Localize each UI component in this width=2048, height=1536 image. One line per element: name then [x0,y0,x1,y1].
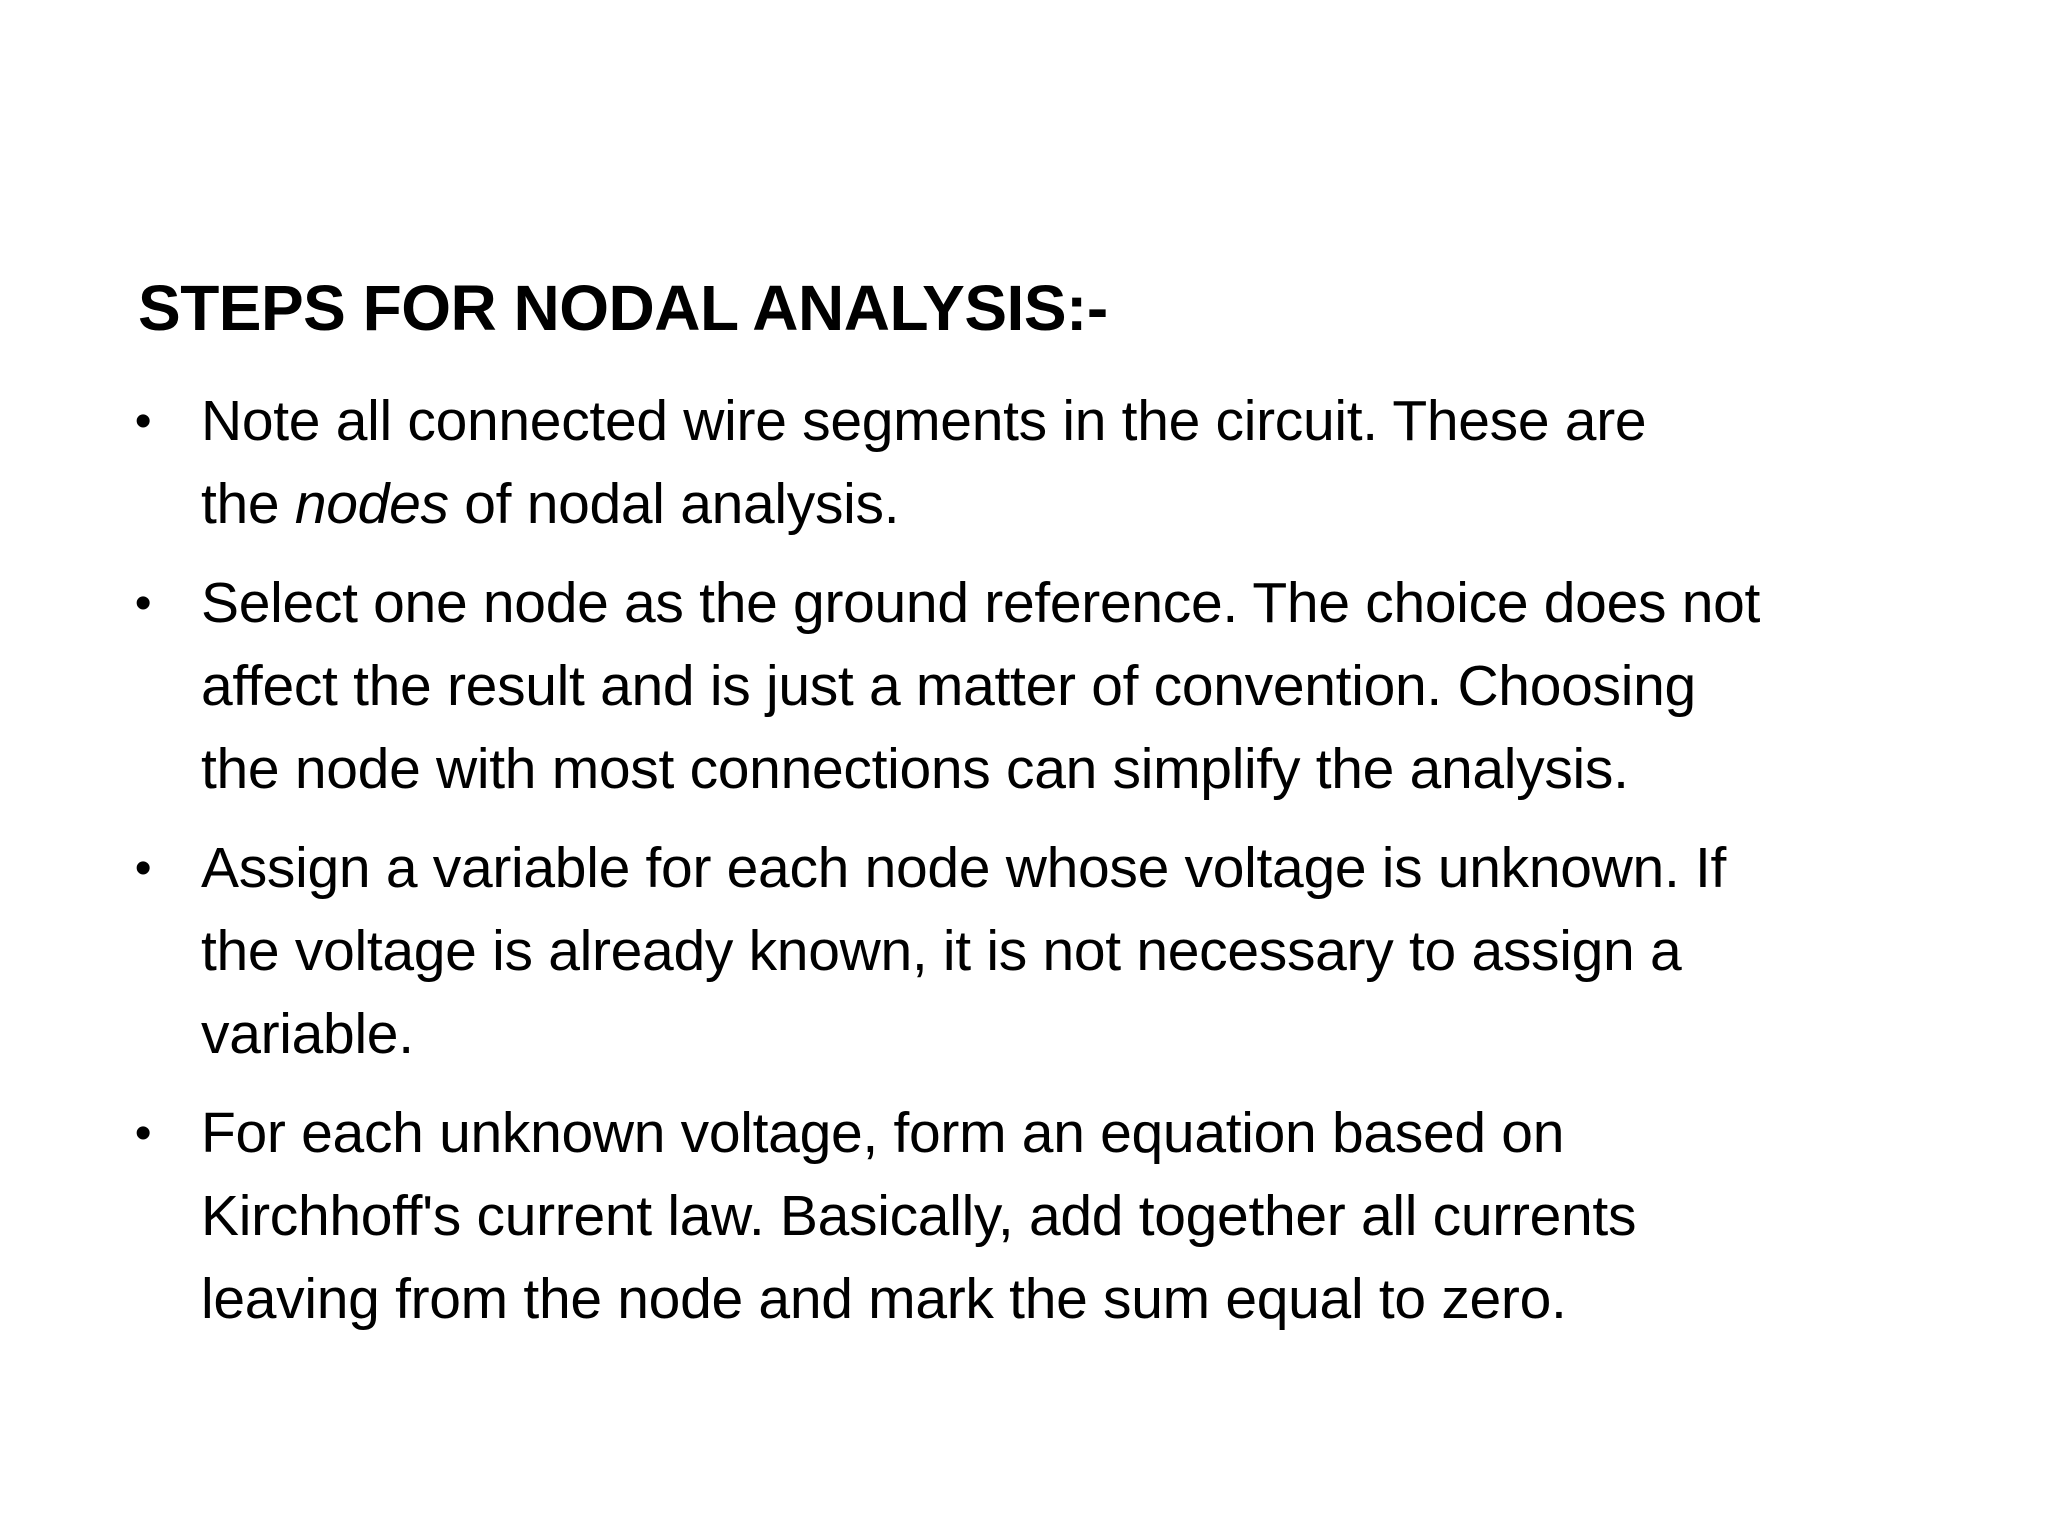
bullet-item-3 [123,827,2003,1076]
bullet-4-line-3: leaving from the node and mark the sum equal to zero. [201,1267,1567,1331]
bullet-icon: • [134,395,152,448]
bullet-3-line-3: variable. [201,1002,414,1066]
slide-title: STEPS FOR NODAL ANALYSIS:- [138,272,1108,344]
bullet-icon: • [134,577,152,630]
bullet-2-line-1: Select one node as the ground reference. The choice does not [201,571,1761,635]
nodes-emphasis: nodes [294,472,449,536]
bullet-3-line-1: Assign a variable for each node whose voltage is unknown. If [201,836,1727,900]
bullet-item-1 [123,380,2003,546]
bullet-list [123,380,2003,1357]
bullet-4-line-1: For each unknown voltage, form an equation based on [201,1101,1565,1165]
bullet-3-line-2: the voltage is already known, it is not necessary to assign a [201,919,1682,983]
bullet-4-line-2: Kirchhoff's current law. Basically, add together all currents [201,1184,1637,1248]
bullet-icon: • [134,842,152,895]
bullet-1-line-2-before: the [201,472,295,536]
bullet-item-2 [123,562,2003,811]
bullet-icon: • [134,1107,152,1160]
bullet-1-line-2 [201,463,2003,546]
bullet-1-line-2-after: of nodal analysis. [448,472,900,536]
bullet-2-line-3: the node with most connections can simplify the analysis. [201,737,1629,801]
bullet-item-4 [123,1092,2003,1341]
bullet-2-line-2: affect the result and is just a matter of convention. Choosing [201,654,1696,718]
bullet-1-line-1: Note all connected wire segments in the circuit. These are [201,389,1647,453]
